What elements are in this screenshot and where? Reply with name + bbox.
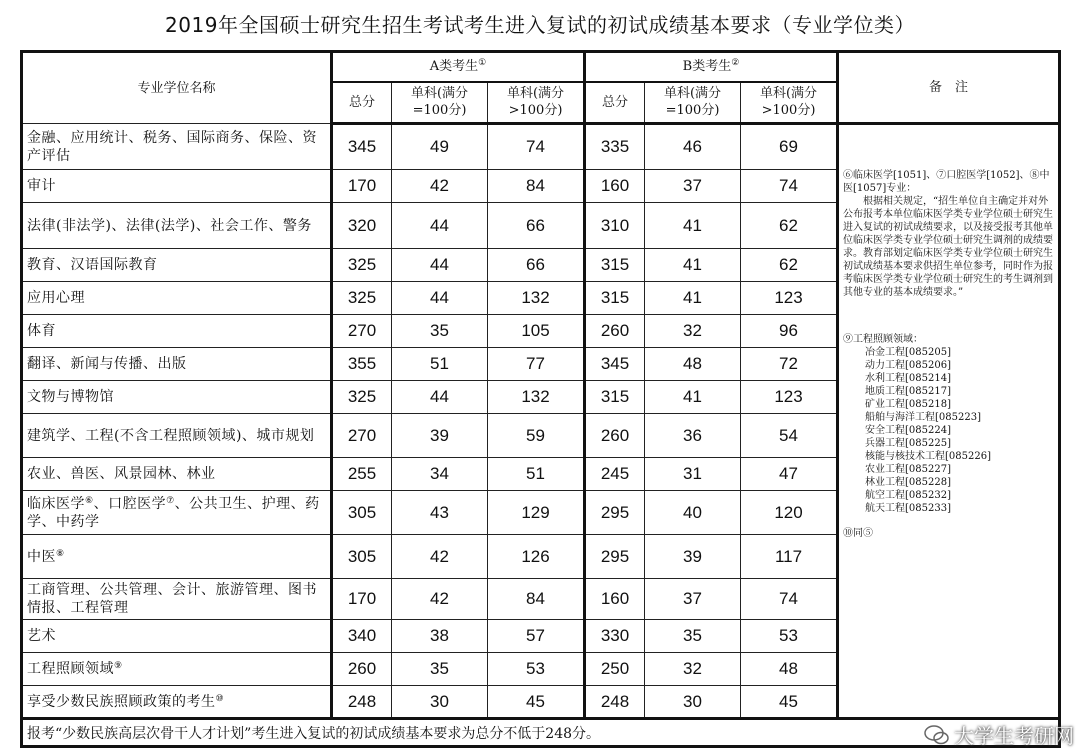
a-score-cell: 59 [488, 414, 585, 458]
b-score-cell: 36 [645, 414, 741, 458]
a-score-cell: 345 [332, 124, 392, 170]
note-clinical-head: ⑥临床医学[1051]、⑦口腔医学[1052]、⑧中医[1057]专业： [843, 170, 1050, 194]
b-score-cell: 41 [645, 249, 741, 282]
a-score-cell: 132 [488, 381, 585, 414]
engineering-field-item: 水利工程[085214] [865, 373, 951, 384]
b-score-cell: 260 [585, 414, 645, 458]
a-score-cell: 44 [392, 249, 488, 282]
b-score-cell: 120 [741, 491, 838, 535]
b-score-cell: 315 [585, 381, 645, 414]
b-score-cell: 315 [585, 249, 645, 282]
major-name-cell: 翻译、新闻与传播、出版 [22, 348, 332, 381]
a-score-cell: 129 [488, 491, 585, 535]
a-score-cell: 42 [392, 579, 488, 620]
b-score-cell: 123 [741, 282, 838, 315]
major-column-header: 专业学位名称 [22, 52, 332, 124]
b-score-cell: 48 [645, 348, 741, 381]
a-score-cell: 325 [332, 282, 392, 315]
a-score-cell: 305 [332, 491, 392, 535]
major-name-cell: 体育 [22, 315, 332, 348]
a-score-cell: 44 [392, 381, 488, 414]
b-score-cell: 69 [741, 124, 838, 170]
major-name-cell: 金融、应用统计、税务、国际商务、保险、资产评估 [22, 124, 332, 170]
b-single-gt100-header: 单科(满分 >100分) [741, 82, 838, 124]
engineering-field-item: 林业工程[085228] [865, 477, 951, 488]
a-single-100-header: 单科(满分 =100分) [392, 82, 488, 124]
b-score-cell: 37 [645, 170, 741, 203]
b-score-cell: 330 [585, 620, 645, 653]
a-score-cell: 35 [392, 653, 488, 686]
b-score-cell: 39 [645, 535, 741, 579]
footer-note: 报考“少数民族高层次骨干人才计划”考生进入复试的初试成绩基本要求为总分不低于248分。 [22, 719, 1060, 747]
major-name-cell: 临床医学⑥、口腔医学⑦、公共卫生、护理、药学、中药学 [22, 491, 332, 535]
major-name-cell: 工商管理、公共管理、会计、旅游管理、图书情报、工程管理 [22, 579, 332, 620]
major-name-cell: 建筑学、工程(不含工程照顾领域)、城市规划 [22, 414, 332, 458]
b-score-cell: 47 [741, 458, 838, 491]
b-score-cell: 54 [741, 414, 838, 458]
b-score-cell: 72 [741, 348, 838, 381]
a-score-cell: 132 [488, 282, 585, 315]
a-score-cell: 34 [392, 458, 488, 491]
engineering-field-item: 农业工程[085227] [865, 464, 951, 475]
major-name-cell: 文物与博物馆 [22, 381, 332, 414]
b-score-cell: 37 [645, 579, 741, 620]
b-score-cell: 45 [741, 686, 838, 719]
a-score-cell: 45 [488, 686, 585, 719]
b-score-cell: 32 [645, 653, 741, 686]
group-a-header: A类考生① [332, 52, 585, 82]
b-score-cell: 40 [645, 491, 741, 535]
b-score-cell: 41 [645, 203, 741, 249]
a-score-cell: 49 [392, 124, 488, 170]
a-score-cell: 170 [332, 170, 392, 203]
b-score-cell: 96 [741, 315, 838, 348]
a-score-cell: 270 [332, 315, 392, 348]
wechat-icon [924, 724, 950, 746]
major-name-cell: 工程照顾领域⑨ [22, 653, 332, 686]
engineering-field-item: 航空工程[085232] [865, 490, 951, 501]
a-score-cell: 77 [488, 348, 585, 381]
a-score-cell: 44 [392, 282, 488, 315]
a-score-cell: 53 [488, 653, 585, 686]
b-score-cell: 335 [585, 124, 645, 170]
b-score-cell: 35 [645, 620, 741, 653]
b-score-cell: 345 [585, 348, 645, 381]
page-title: 2019年全国硕士研究生招生考试考生进入复试的初试成绩基本要求（专业学位类） [165, 13, 915, 37]
engineering-field-item: 核能与核技术工程[085226] [865, 451, 991, 462]
major-name-cell: 法律(非法学)、法律(法学)、社会工作、警务 [22, 203, 332, 249]
a-score-cell: 305 [332, 535, 392, 579]
b-score-cell: 295 [585, 535, 645, 579]
b-score-cell: 62 [741, 249, 838, 282]
a-score-cell: 66 [488, 249, 585, 282]
b-score-cell: 123 [741, 381, 838, 414]
major-name-cell: 农业、兽医、风景园林、林业 [22, 458, 332, 491]
b-score-cell: 46 [645, 124, 741, 170]
a-score-cell: 355 [332, 348, 392, 381]
remarks-header: 备 注 [838, 52, 1060, 124]
b-score-cell: 41 [645, 282, 741, 315]
a-score-cell: 57 [488, 620, 585, 653]
a-score-cell: 30 [392, 686, 488, 719]
b-score-cell: 310 [585, 203, 645, 249]
major-name-cell: 艺术 [22, 620, 332, 653]
a-single-gt100-header: 单科(满分 >100分) [488, 82, 585, 124]
watermark [924, 720, 1074, 749]
a-score-cell: 44 [392, 203, 488, 249]
a-score-cell: 320 [332, 203, 392, 249]
a-score-cell: 260 [332, 653, 392, 686]
b-score-cell: 74 [741, 170, 838, 203]
a-score-cell: 340 [332, 620, 392, 653]
b-score-cell: 53 [741, 620, 838, 653]
a-score-cell: 42 [392, 170, 488, 203]
b-score-cell: 32 [645, 315, 741, 348]
a-score-cell: 66 [488, 203, 585, 249]
a-score-cell: 105 [488, 315, 585, 348]
b-score-cell: 160 [585, 170, 645, 203]
b-score-cell: 295 [585, 491, 645, 535]
a-score-cell: 42 [392, 535, 488, 579]
b-single-100-header: 单科(满分 =100分) [645, 82, 741, 124]
note-clinical-body: 根据相关规定，“招生单位自主确定并对外公布报考本单位临床医学类专业学位硕士研究生进入复试的初试成绩要求，以及接受报考其他单位临床医学类专业学位硕士研究生调剂的成绩要求。教育部划定临床医学类专业学位硕士研究生初试成绩基本要求供招生单位参考，同时作为报考临床医学类专业学位硕士研究生的考生调剂到其他专业的基本成绩要求。” [843, 196, 1053, 298]
engineering-field-item: 矿业工程[085218] [865, 399, 951, 410]
a-score-cell: 39 [392, 414, 488, 458]
a-score-cell: 35 [392, 315, 488, 348]
note-engineering-head: ⑨工程照顾领域： [843, 334, 923, 345]
a-score-cell: 126 [488, 535, 585, 579]
a-score-cell: 248 [332, 686, 392, 719]
b-score-cell: 245 [585, 458, 645, 491]
b-score-cell: 315 [585, 282, 645, 315]
a-score-cell: 325 [332, 381, 392, 414]
b-total-header: 总分 [585, 82, 645, 124]
a-score-cell: 325 [332, 249, 392, 282]
remarks-cell [838, 124, 1060, 719]
a-score-cell: 255 [332, 458, 392, 491]
major-name-cell: 中医⑧ [22, 535, 332, 579]
engineering-field-item: 安全工程[085224] [865, 425, 951, 436]
a-score-cell: 38 [392, 620, 488, 653]
engineering-field-item: 冶金工程[085205] [865, 347, 951, 358]
b-score-cell: 117 [741, 535, 838, 579]
a-total-header: 总分 [332, 82, 392, 124]
b-score-cell: 41 [645, 381, 741, 414]
b-score-cell: 250 [585, 653, 645, 686]
major-name-cell: 享受少数民族照顾政策的考生⑩ [22, 686, 332, 719]
b-score-cell: 30 [645, 686, 741, 719]
a-score-cell: 43 [392, 491, 488, 535]
note-minority: ⑩同⑤ [843, 528, 873, 539]
a-score-cell: 170 [332, 579, 392, 620]
a-score-cell: 51 [488, 458, 585, 491]
major-name-cell: 应用心理 [22, 282, 332, 315]
a-score-cell: 51 [392, 348, 488, 381]
note-engineering [839, 333, 1058, 515]
a-score-cell: 74 [488, 124, 585, 170]
engineering-field-item: 动力工程[085206] [865, 360, 951, 371]
b-score-cell: 74 [741, 579, 838, 620]
a-score-cell: 84 [488, 170, 585, 203]
group-b-header: B类考生② [585, 52, 838, 82]
b-score-cell: 160 [585, 579, 645, 620]
b-score-cell: 62 [741, 203, 838, 249]
b-score-cell: 48 [741, 653, 838, 686]
score-table [20, 50, 1061, 748]
b-score-cell: 248 [585, 686, 645, 719]
engineering-field-item: 航天工程[085233] [865, 503, 951, 514]
major-name-cell: 教育、汉语国际教育 [22, 249, 332, 282]
engineering-field-item: 兵器工程[085225] [865, 438, 951, 449]
note-clinical [839, 169, 1058, 299]
a-score-cell: 84 [488, 579, 585, 620]
watermark-text: 大学生考研网 [954, 724, 1074, 748]
table-row [22, 124, 1060, 170]
b-score-cell: 31 [645, 458, 741, 491]
footer-row [22, 719, 1060, 747]
major-name-cell: 审计 [22, 170, 332, 203]
engineering-field-item: 船舶与海洋工程[085223] [865, 412, 981, 423]
b-score-cell: 260 [585, 315, 645, 348]
a-score-cell: 270 [332, 414, 392, 458]
engineering-field-item: 地质工程[085217] [865, 386, 951, 397]
